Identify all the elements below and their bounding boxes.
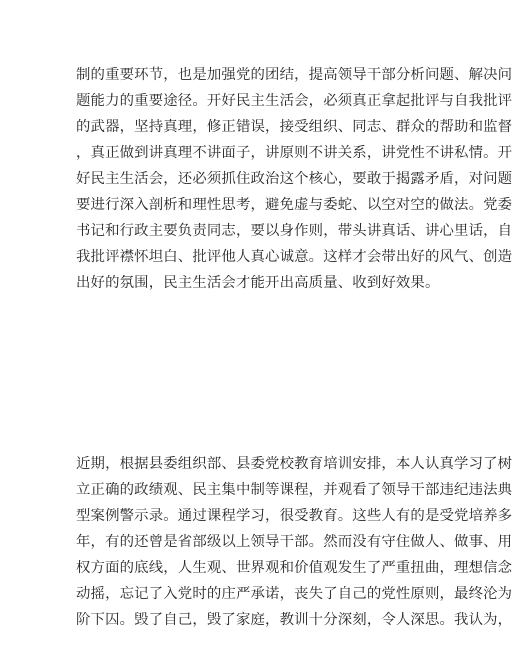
text-line: 好民主生活会，还必须抓住政治这个核心，要敢于揭露矛盾，对问题 [76, 171, 512, 187]
text-line: ，真正做到讲真理不讲面子，讲原则不讲关系，讲党性不讲私情。开 [76, 145, 512, 161]
text-line: 近期，根据县委组织部、县委党校教育培训安排，本人认真学习了树 [76, 456, 512, 472]
text-line: 我批评襟怀坦白、批评他人真心诚意。这样才会带出好的风气、创造 [76, 249, 512, 265]
text-line: 制的重要环节，也是加强党的团结，提高领导干部分析问题、解决问 [76, 67, 512, 83]
text-line: 出好的氛围，民主生活会才能开出高质量、收到好效果。 [76, 275, 440, 291]
text-line: 的武器，坚持真理，修正错误，接受组织、同志、群众的帮助和监督 [76, 119, 512, 135]
text-line: 题能力的重要途径。开好民主生活会，必须真正拿起批评与自我批评 [76, 93, 512, 109]
text-line: 型案例警示录。通过课程学习，很受教育。这些人有的是受党培养多 [76, 508, 512, 524]
text-line: 立正确的政绩观、民主集中制等课程，并观看了领导干部违纪违法典 [76, 482, 512, 498]
text-line: 权方面的底线，人生观、世界观和价值观发生了严重扭曲，理想信念 [76, 560, 512, 576]
text-line: 要进行深入剖析和理性思考，避免虚与委蛇、以空对空的做法。党委 [76, 197, 512, 213]
text-line: 阶下囚。毁了自己，毁了家庭，教训十分深刻，令人深思。我认为， [76, 612, 512, 628]
text-line: 年，有的还曾是省部级以上领导干部。然而没有守住做人、做事、用 [76, 534, 512, 550]
text-line: 书记和行政主要负责同志，要以身作则，带头讲真话、讲心里话，自 [76, 223, 512, 239]
text-line: 动摇，忘记了入党时的庄严承诺，丧失了自己的党性原则，最终沦为 [76, 586, 512, 602]
